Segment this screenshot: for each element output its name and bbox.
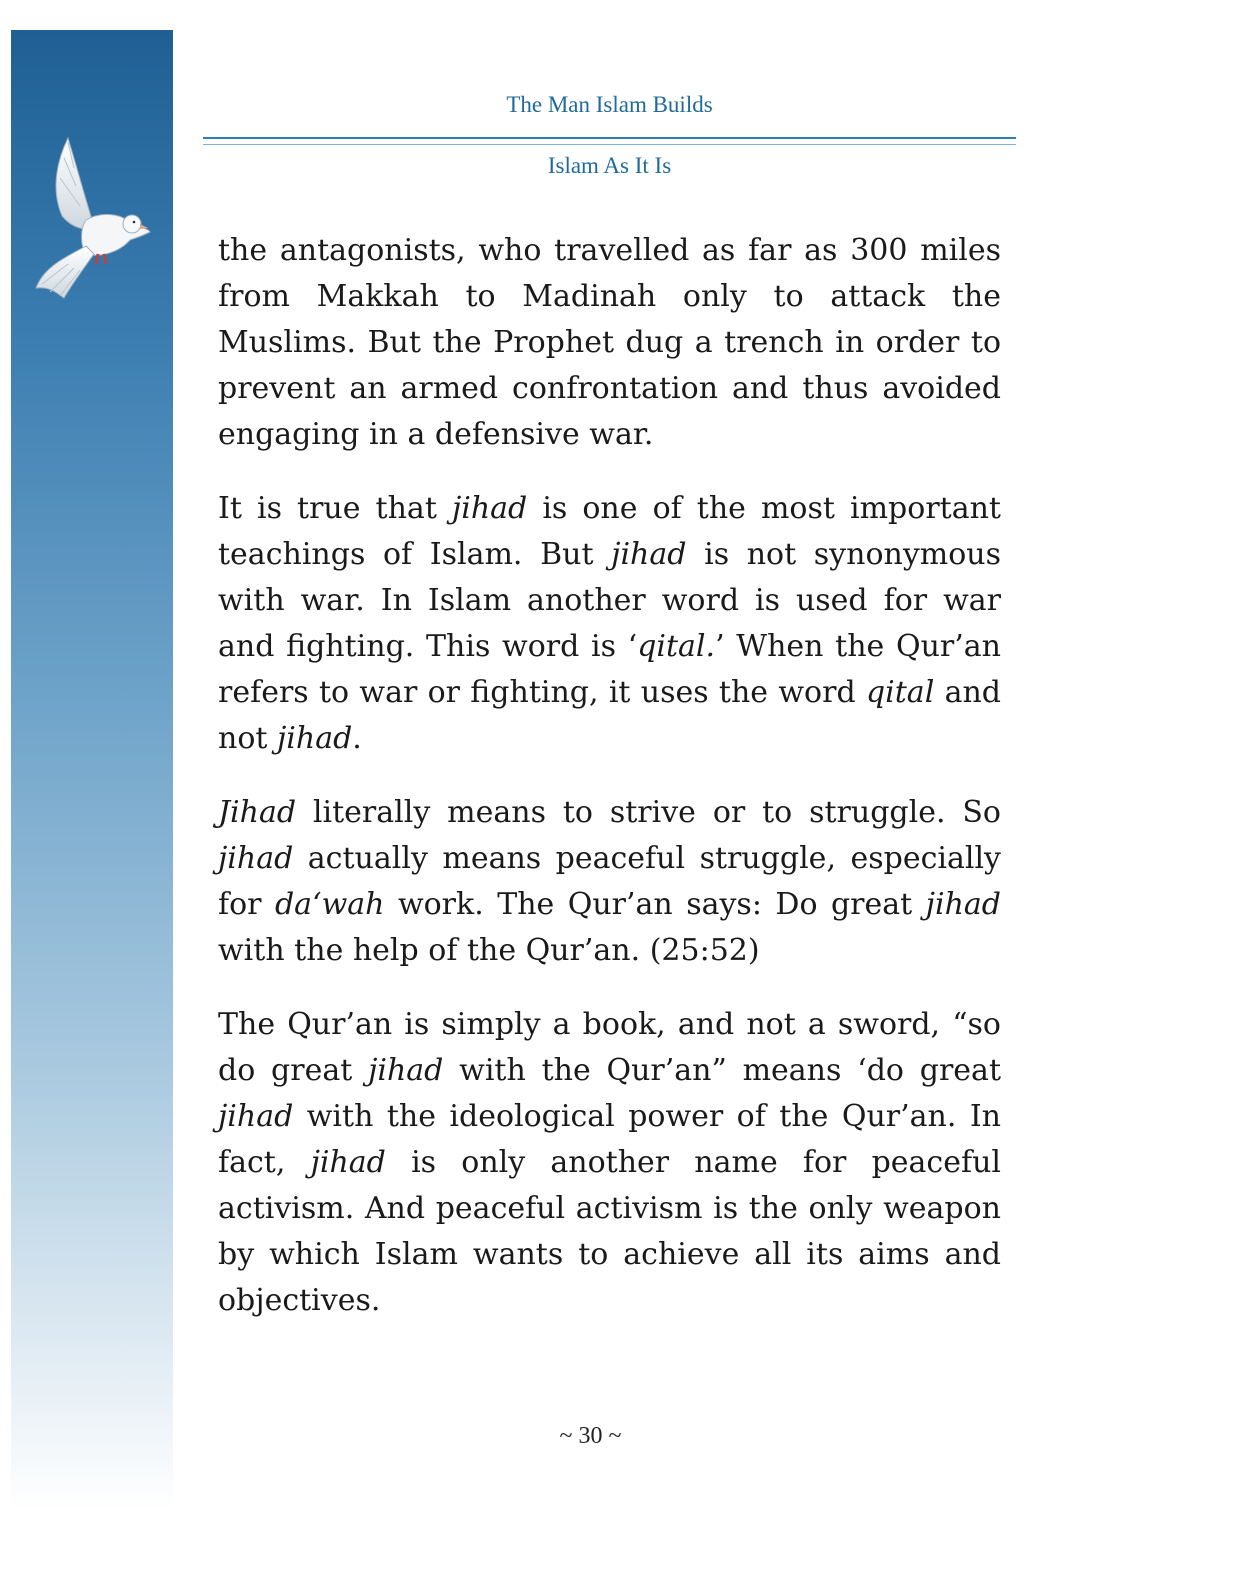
italic-term: qital [865,675,935,710]
italic-term: jihad [368,1053,444,1088]
text-run: is not synonymous with war. In Islam another word is used for war and fighting. This word is ‘ [218,537,1002,664]
text-run: actually means peaceful struggle, especially for [218,841,1001,922]
body-text [218,228,1001,1352]
text-run: It is true that [218,491,452,526]
text-run: and not [218,675,1002,756]
italic-term: jihad [310,1145,386,1180]
text-run: is only another name for peaceful activism. And peaceful activism is the only weapon by which Islam wants to achieve all its aims and objectives. [218,1145,1001,1318]
italic-term: da‘wah [274,887,385,922]
running-header-subtitle: Islam As It Is [547,153,672,178]
text-run: with the ideological power of the Qur’an. In fact, [218,1099,1001,1180]
text-run: is one of the most important teachings of Islam. But [218,491,1001,572]
paragraph [218,1002,1001,1324]
header-divider-thin [203,144,1016,145]
text-run: The Qur’an is simply a book, and not a sword, “so do great [218,1007,1001,1088]
page-number: ~ 30 ~ [559,1423,622,1449]
text-run: the antagonists, who travelled as far as 300 miles from Makkah to Madinah only to attack the Muslims. But the Prophet dug a trench in order to prevent an armed confrontation and thus avoided engaging in a defensive war. [218,233,1001,452]
paragraph [218,790,1001,974]
italic-term: jihad [276,721,353,756]
italic-term: jihad [218,1099,294,1134]
header-divider-thick [203,137,1016,139]
text-run: literally means to strive or to struggle. So [296,795,1001,830]
dove-icon [28,128,158,308]
italic-term: Jihad [218,795,297,830]
text-run: work. The Qur’an says: Do great [384,887,926,922]
italic-term: jihad [218,841,294,876]
text-run: with the help of the Qur’an. (25:52) [218,933,760,968]
italic-term: qital. [637,629,716,664]
text-run: ’ When the Qur’an refers to war or fighting, it uses the word [218,629,1001,710]
paragraph [218,228,1001,458]
italic-term: jihad [611,537,687,572]
italic-term: jihad [925,887,1001,922]
italic-term: jihad [451,491,528,526]
text-run: . [352,721,362,756]
paragraph [218,486,1001,762]
running-header-title: The Man Islam Builds [506,92,713,117]
text-run: with the Qur’an” means ‘do great [443,1053,1001,1088]
